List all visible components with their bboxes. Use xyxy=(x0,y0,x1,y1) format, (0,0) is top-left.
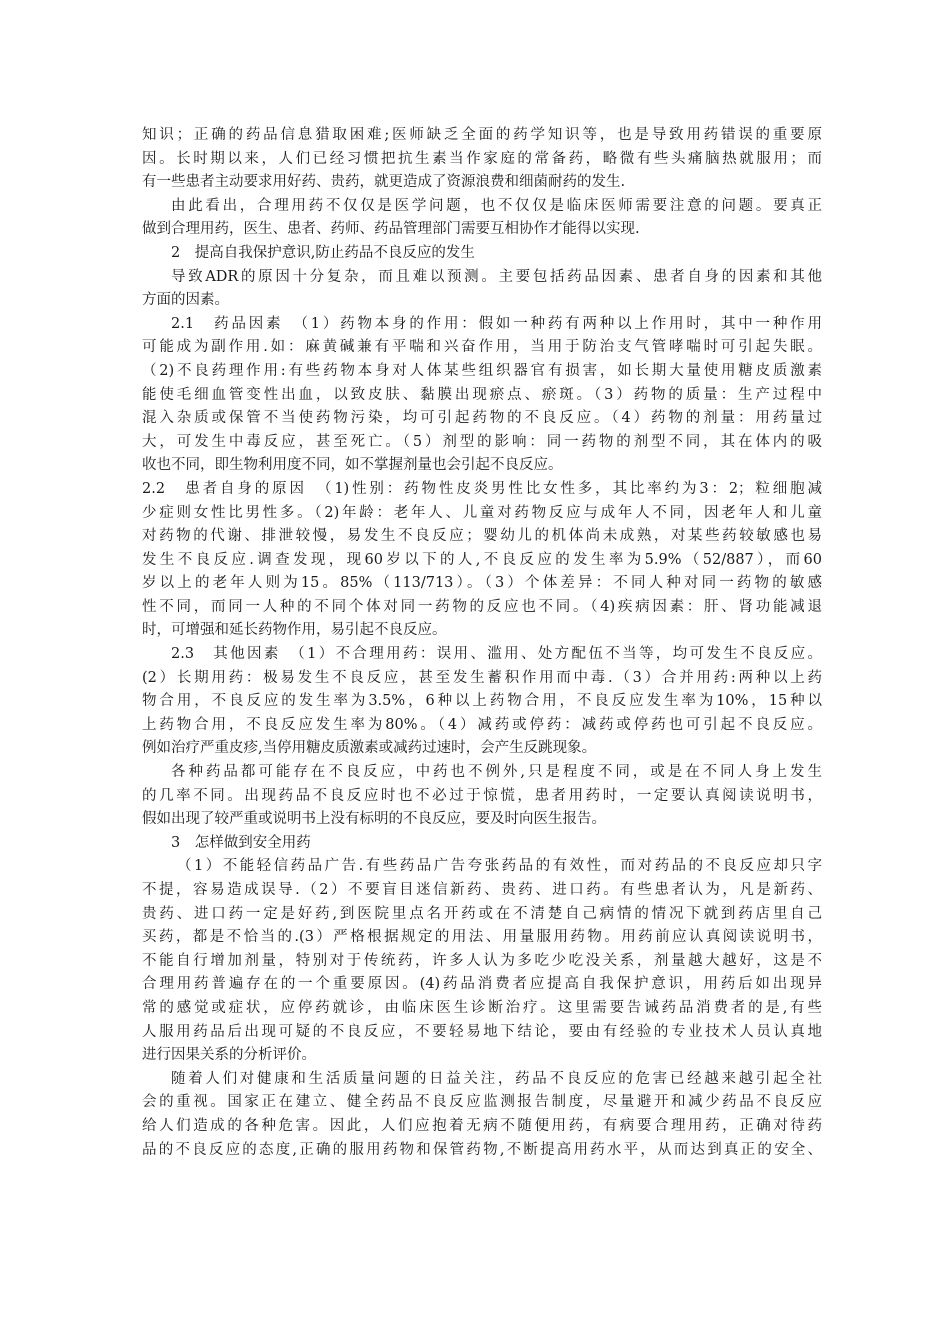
text-line: 2 提高自我保护意识,防止药品不良反应的发生 xyxy=(171,244,475,261)
text-line: 对药物的代谢、排泄较慢，易发生不良反应；婴幼儿的机体尚未成熟，对某些药较敏感也易 xyxy=(142,528,822,545)
text-line: 进行因果关系的分析评价。 xyxy=(142,1047,316,1064)
text-line: （1）不能轻信药品广告.有些药品广告夸张药品的有效性，而对药品的不良反应却只字 xyxy=(177,858,822,875)
text-line: 由此看出，合理用药不仅仅是医学问题，也不仅仅是临床医师需要注意的问题。要真正 xyxy=(171,197,822,214)
text-line: 合理用药普遍存在的一个重要原因。(4)药品消费者应提高自我保护意识，用药后如出现异 xyxy=(142,976,822,993)
text-line: 品的不良反应的态度,正确的服用药物和保管药物,不断提高用药水平，从而达到真正的安全、 xyxy=(142,1141,822,1158)
text-line: 大，可发生中毒反应，甚至死亡。（5）剂型的影响：同一药物的剂型不同，其在体内的吸 xyxy=(142,433,822,450)
text-line: 2.1 药品因素 （1）药物本身的作用：假如一种药有两种以上作用时，其中一种作用 xyxy=(171,315,822,332)
text-line: 3 怎样做到安全用药 xyxy=(171,834,311,851)
text-line: 有一些患者主动要求用好药、贵药，就更造成了资源浪费和细菌耐药的发生. xyxy=(142,174,626,191)
text-line: 的几率不同。出现药品不良反应时也不必过于惊慌，患者用药时，一定要认真阅读说明书， xyxy=(142,787,822,804)
text-line: 假如出现了较严重或说明书上没有标明的不良反应，要及时向医生报告。 xyxy=(142,811,606,828)
text-line: (2）长期用药：极易发生不良反应，甚至发生蓄积作用而中毒.（3）合并用药:两种以上药 xyxy=(142,669,822,686)
text-line: 上药物合用，不良反应发生率为80%。（4）减药或停药：减药或停药也可引起不良反应。 xyxy=(142,716,822,733)
text-line: 收也不同，即生物利用度不同，如不掌握剂量也会引起不良反应。 xyxy=(142,457,563,474)
text-line: 不提，容易造成误导.（2）不要盲目迷信新药、贵药、进口药。有些患者认为，凡是新药、 xyxy=(142,882,822,898)
text-line: 时，可增强和延长药物作用，易引起不良反应。 xyxy=(142,622,447,639)
text-line: 人服用药品后出现可疑的不良反应，不要轻易地下结论，要由有经验的专业技术人员认真地 xyxy=(142,1023,822,1040)
text-line: （2)不良药理作用:有些药物本身对人体某些组织器官有损害，如长期大量使用糖皮质激素 xyxy=(142,362,822,379)
text-line: 性不同，而同一人种的不同个体对同一药物的反应也不同。（4)疾病因素：肝、肾功能减退 xyxy=(142,598,822,615)
text-line: 方面的因素。 xyxy=(142,292,229,309)
text-line: 2.3 其他因素 （1）不合理用药：误用、滥用、处方配伍不当等，均可发生不良反应。 xyxy=(171,646,822,663)
text-line: 会的重视。国家正在建立、健全药品不良反应监测报告制度，尽量避开和减少药品不良反应 xyxy=(142,1094,822,1111)
text-line: 随着人们对健康和生活质量问题的日益关注，药品不良反应的危害已经越来越引起全社 xyxy=(171,1070,822,1087)
text-line: 岁以上的老年人则为15。85%（113/713）。（3）个体差异：不同人种对同一药物的敏感 xyxy=(142,575,822,592)
text-line: 贵药、进口药一定是好药,到医院里点名开药或在不清楚自己病情的情况下就到药店里自己 xyxy=(142,905,822,922)
document-body xyxy=(142,124,822,1162)
text-line: 少症则女性比男性多。（2)年龄：老年人、儿童对药物反应与成年人不同，因老年人和儿童 xyxy=(142,504,822,521)
text-line: 导致ADR的原因十分复杂，而且难以预测。主要包括药品因素、患者自身的因素和其他 xyxy=(171,268,822,285)
text-line: 2.2 患者自身的原因 （1)性别：药物性皮炎男性比女性多，其比率约为3：2；粒细胞减 xyxy=(142,480,822,497)
text-line: 物合用，不良反应的发生率为3.5%，6种以上药物合用，不良反应发生率为10%，15种以 xyxy=(142,693,822,710)
text-line: 发生不良反应.调查发现，现60岁以下的人,不良反应的发生率为5.9%（52/887），而60 xyxy=(142,551,822,568)
text-line: 可能成为副作用.如：麻黄碱兼有平喘和兴奋作用，当用于防治支气管哮喘时可引起失眠。 xyxy=(142,339,822,356)
text-line: 给人们造成的各种危害。因此，人们应抱着无病不随便用药，有病要合理用药，正确对待药 xyxy=(142,1117,822,1134)
text-line: 常的感觉或症状，应停药就诊，由临床医生诊断治疗。这里需要告诫药品消费者的是,有些 xyxy=(142,999,822,1016)
text-line: 因。长时期以来，人们已经习惯把抗生素当作家庭的常备药，略微有些头痛脑热就服用；而 xyxy=(142,150,822,167)
text-line: 知识；正确的药品信息猎取困难;医师缺乏全面的药学知识等，也是导致用药错误的重要原 xyxy=(142,127,822,143)
text-line: 例如治疗严重皮疹,当停用糖皮质激素或减药过速时，会产生反跳现象。 xyxy=(142,740,597,757)
text-line: 各种药品都可能存在不良反应，中药也不例外,只是程度不同，或是在不同人身上发生 xyxy=(171,764,822,781)
text-line: 做到合理用药，医生、患者、药师、药品管理部门需要互相协作才能得以实现. xyxy=(142,221,640,238)
text-line: 混入杂质或保管不当使药物污染，均可引起药物的不良反应。（4）药物的剂量：用药量过 xyxy=(142,410,822,427)
text-line: 能使毛细血管变性出血，以致皮肤、黏膜出现瘀点、瘀斑。（3）药物的质量：生产过程中 xyxy=(142,386,822,403)
text-line: 买药，都是不恰当的.(3）严格根据规定的用法、用量服用药物。用药前应认真阅读说明书， xyxy=(142,929,822,946)
text-line: 不能自行增加剂量，特别对于传统药，许多人认为多吃少吃没关系，剂量越大越好，这是不 xyxy=(142,952,822,969)
